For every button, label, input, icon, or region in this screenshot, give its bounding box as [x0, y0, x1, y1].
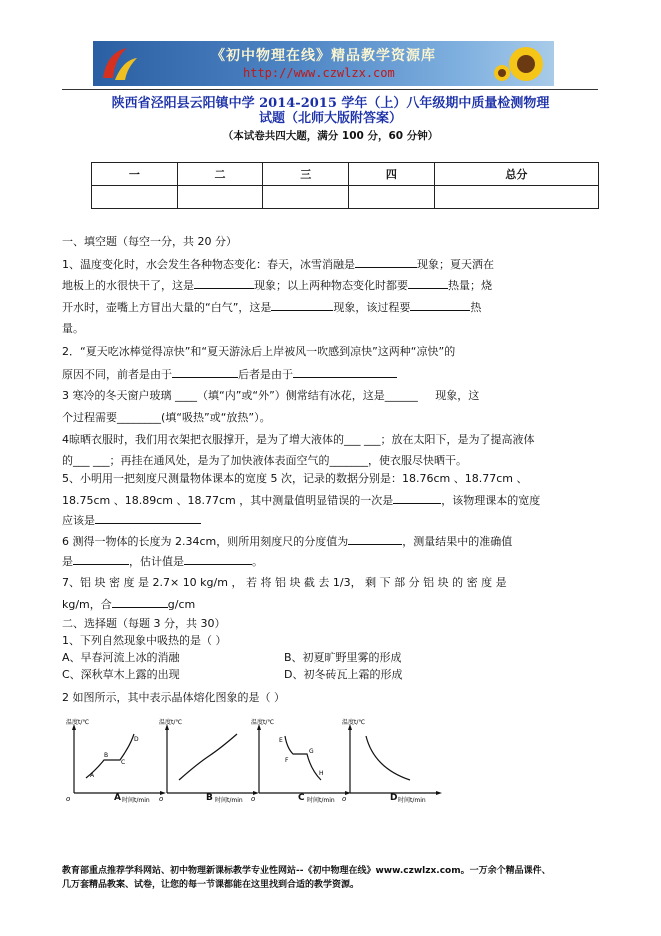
score-col-1: 一: [92, 163, 178, 186]
answer-blank[interactable]: [172, 363, 238, 378]
graph-b-label: B: [206, 793, 213, 803]
point-label: A: [90, 772, 95, 779]
score-cell[interactable]: [434, 186, 598, 209]
score-cell[interactable]: [177, 186, 263, 209]
q2-text: 后者是由于: [238, 368, 293, 381]
graph-c-label: C: [298, 793, 305, 803]
question-3-line2: 个过程需要________(填“吸热”或“放热”）。: [62, 411, 271, 424]
mc-options-row2: [62, 664, 602, 685]
answer-blank[interactable]: [271, 296, 333, 311]
question-5-line2: [62, 489, 602, 511]
answer-blank[interactable]: [112, 593, 168, 608]
q1-text: 热: [470, 301, 482, 314]
q5-text: 应该是: [62, 514, 95, 527]
q6-text: ，估计值是: [129, 555, 184, 568]
sunflower-icon: [494, 43, 552, 85]
origin-label: o: [342, 795, 347, 803]
question-4-line2: 的___ ___；再挂在通风处，是为了加快液体表面空气的_______，使衣服尽快晒干。: [62, 454, 467, 467]
q1-text: 热量；烧: [448, 279, 492, 292]
point-label: E: [279, 737, 283, 744]
option-b[interactable]: B、初夏旷野里雾的形成: [284, 651, 402, 664]
q1-text: 1、温度变化时，水会发生各种物态变化：春天，冰雪消融是: [62, 258, 355, 271]
answer-blank[interactable]: [348, 530, 402, 545]
y-axis-label: 温度t/℃: [251, 719, 275, 726]
y-axis-label: 温度t/℃: [342, 719, 366, 726]
header-rule: [62, 89, 598, 90]
point-label: B: [104, 752, 109, 759]
x-axis-label: 时间t/min: [122, 797, 150, 804]
q6-text: ，测量结果中的准确值: [402, 535, 513, 548]
y-axis-label: 温度t/℃: [66, 719, 90, 726]
q7-text: g/cm: [167, 598, 196, 611]
x-axis-label: 时间t/min: [307, 797, 335, 804]
x-axis-label: 时间t/min: [215, 797, 243, 804]
q3-text: 3 寒冷的冬天窗户玻璃 ____（填“内”或“外”）侧常结有冰花，这是______: [62, 389, 418, 402]
site-logo-icon: [97, 44, 141, 84]
q1-text: 地板上的水很快干了，这是: [62, 279, 194, 292]
question-3-line1: [62, 385, 602, 406]
q6-text: 是: [62, 555, 73, 568]
graph-a-label: A: [114, 793, 121, 803]
q5-text: 18.75cm 、18.89cm 、18.77cm ，其中测量值明显错误的一次是: [62, 494, 394, 507]
question-1-line1: [62, 253, 602, 275]
point-label: G: [309, 748, 314, 755]
question-2-line2: [62, 363, 602, 385]
page-footer: [62, 864, 602, 892]
page-title-line2: 试题（北师大版附答案）: [258, 111, 402, 126]
exam-subtitle: （本试卷共四大题，满分 100 分，60 分钟）: [222, 130, 439, 142]
q1-text: 现象；以上两种物态变化时都要: [254, 279, 408, 292]
banner-url: http://www.czwlzx.com: [243, 66, 395, 80]
q7-text: kg/m，合: [62, 598, 112, 611]
question-1-line4: 量。: [62, 322, 84, 335]
q2-text: 原因不同，前者是由于: [62, 368, 172, 381]
option-c[interactable]: C、深秋草木上露的出现: [62, 668, 180, 681]
score-col-3: 三: [263, 163, 349, 186]
q5-text: ，该物理课本的宽度: [441, 494, 541, 507]
x-axis-label: 时间t/min: [398, 797, 426, 804]
question-7-line1: 7、铝 块 密 度 是 2.7× 10 kg/m ， 若 将 铝 块 截 去 1/3， 剩 下 部 分 铝 块 的 密 度 是: [62, 576, 507, 589]
answer-blank[interactable]: [355, 253, 417, 268]
score-col-2: 二: [177, 163, 263, 186]
option-a[interactable]: A、早春河流上冰的消融: [62, 651, 180, 664]
answer-blank[interactable]: [95, 509, 201, 524]
answer-blank[interactable]: [184, 550, 252, 565]
answer-blank[interactable]: [293, 363, 397, 378]
question-6-line1: [62, 530, 602, 552]
point-label: H: [319, 770, 324, 777]
page-title: 陕西省泾阳县云阳镇中学 2014-2015 学年（上）八年级期中质量检测物理: [111, 96, 550, 111]
score-cell[interactable]: [349, 186, 435, 209]
q1-text: 现象，该过程要: [333, 301, 411, 314]
score-col-4: 四: [349, 163, 435, 186]
answer-blank[interactable]: [194, 274, 254, 289]
origin-label: o: [159, 795, 164, 803]
q3-text: 现象，这: [435, 389, 480, 402]
question-4-line1: 4晾晒衣服时，我们用衣架把衣服撑开，是为了增大液体的___ ___；放在太阳下，是为了提高液体: [62, 433, 535, 446]
section2-heading: 二、选择题（每题 3 分，共 30）: [62, 617, 226, 630]
point-label: C: [121, 759, 126, 766]
question-2-line1: 2．“夏天吃冰棒觉得凉快”和“夏天游泳后上岸被风一吹感到凉快”这两种“凉快”的: [62, 345, 456, 358]
footer-line1: 教育部重点推荐学科网站、初中物理新课标教学专业性网站--《初中物理在线》www.czwlzx.com。一万余个精品课件、: [62, 866, 551, 876]
question-7-line2: [62, 593, 602, 615]
score-cell[interactable]: [263, 186, 349, 209]
question-1-line2: [62, 274, 602, 296]
section1-heading: 一、填空题（每空一分，共 20 分）: [62, 235, 237, 248]
question-5-line1: 5、小明用一把刻度尺测量物体课本的宽度 5 次，记录的数据分别是：18.76cm 、18.77cm 、: [62, 472, 528, 485]
answer-blank[interactable]: [410, 296, 470, 311]
question-1-line3: [62, 296, 602, 318]
answer-blank[interactable]: [408, 274, 448, 289]
mc-question-1: 1、下列自然现象中吸热的是（ ）: [62, 634, 227, 647]
question-6-line2: [62, 550, 602, 572]
question-5-line3: [62, 509, 602, 531]
answer-blank[interactable]: [393, 489, 441, 504]
answer-blank[interactable]: [73, 550, 129, 565]
banner-title: 《初中物理在线》精品教学资源库: [211, 48, 436, 64]
score-cell[interactable]: [92, 186, 178, 209]
score-table-value-row: [92, 186, 599, 209]
option-d[interactable]: D、初冬砖瓦上霜的形成: [284, 668, 403, 681]
origin-label: o: [251, 795, 256, 803]
score-table-header-row: [92, 163, 599, 186]
q1-text: 开水时，壶嘴上方冒出大量的“白气”，这是: [62, 301, 272, 314]
mc-question-2: 2 如图所示，其中表示晶体熔化图象的是（ ）: [62, 691, 285, 704]
point-label: D: [134, 736, 139, 743]
footer-line2: 几万套精品教案、试卷，让您的每一节课都能在这里找到合适的教学资源。: [62, 880, 360, 890]
y-axis-label: 温度t/℃: [159, 719, 183, 726]
graph-d-label: D: [390, 793, 398, 803]
q1-text: 现象；夏天洒在: [417, 258, 494, 271]
score-table: [91, 162, 599, 209]
header-banner: [93, 41, 554, 86]
q6-text: 。: [252, 555, 263, 568]
origin-label: o: [66, 795, 71, 803]
point-label: F: [285, 757, 289, 764]
score-col-total: 总分: [434, 163, 598, 186]
q6-text: 6 测得一物体的长度为 2.34cm，则所用刻度尺的分度值为: [62, 535, 349, 548]
